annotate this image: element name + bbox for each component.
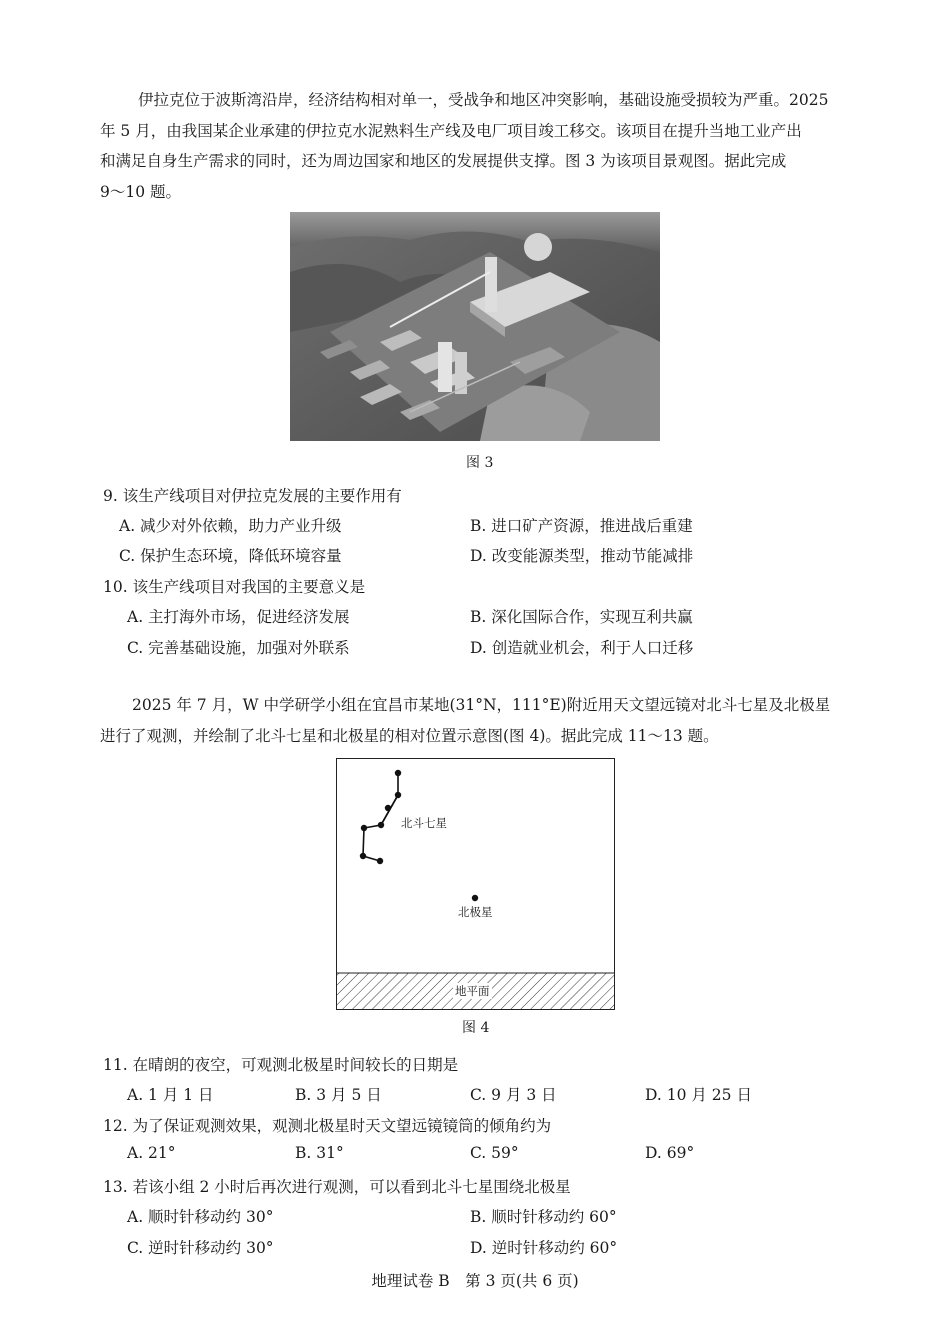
question-12-option-b[interactable]: B. 31° <box>295 1144 344 1162</box>
cement-plant-illustration <box>290 212 660 441</box>
polaris-star <box>472 895 478 901</box>
question-12-option-c[interactable]: C. 59° <box>470 1144 519 1162</box>
question-13-option-b[interactable]: B. 顺时针移动约 60° <box>470 1208 617 1226</box>
big-dipper-star <box>377 858 383 864</box>
question-11-option-a[interactable]: A. 1 月 1 日 <box>127 1086 214 1104</box>
question-11-option-c[interactable]: C. 9 月 3 日 <box>470 1086 557 1104</box>
question-10-option-a[interactable]: A. 主打海外市场，促进经济发展 <box>127 608 350 626</box>
big-dipper-star <box>361 825 367 831</box>
passage-line: 2025 年 7 月，W 中学研学小组在宜昌市某地(31°N，111°E)附近用天文望远镜对北斗七星及北极星 <box>132 696 831 714</box>
question-10-option-c[interactable]: C. 完善基础设施，加强对外联系 <box>127 639 350 657</box>
big-dipper-label: 北斗七星 <box>401 816 447 830</box>
big-dipper-star <box>385 805 391 811</box>
big-dipper-star <box>395 792 401 798</box>
figure3-caption: 图 3 <box>466 455 494 471</box>
question-9-option-c[interactable]: C. 保护生态环境，降低环境容量 <box>119 547 342 565</box>
question-9-option-a[interactable]: A. 减少对外依赖，助力产业升级 <box>119 517 342 535</box>
star-diagram <box>336 758 616 1010</box>
question-11-option-b[interactable]: B. 3 月 5 日 <box>295 1086 382 1104</box>
question-13-stem: 13. 若该小组 2 小时后再次进行观测，可以看到北斗七星围绕北极星 <box>103 1178 571 1196</box>
big-dipper-star <box>360 853 366 859</box>
passage-line: 年 5 月，由我国某企业承建的伊拉克水泥熟料生产线及电厂项目竣工移交。该项目在提升当地工业产出 <box>100 121 802 140</box>
big-dipper-star <box>395 770 401 776</box>
question-12-option-d[interactable]: D. 69° <box>645 1144 695 1162</box>
question-13-option-c[interactable]: C. 逆时针移动约 30° <box>127 1239 274 1257</box>
question-10-stem: 10. 该生产线项目对我国的主要意义是 <box>103 578 366 596</box>
question-9-option-b[interactable]: B. 进口矿产资源，推进战后重建 <box>470 517 693 535</box>
page-footer: 地理试卷 B 第 3 页(共 6 页) <box>371 1272 579 1290</box>
question-10-option-b[interactable]: B. 深化国际合作，实现互利共赢 <box>470 608 693 626</box>
passage-line: 进行了观测，并绘制了北斗七星和北极星的相对位置示意图(图 4)。据此完成 11～13 题。 <box>100 726 719 745</box>
figure4-diagram <box>336 758 616 1010</box>
figure4-caption: 图 4 <box>462 1020 490 1036</box>
cement-plant-photo <box>290 212 660 441</box>
horizon-label: 地平面 <box>455 984 490 998</box>
passage-line: 9～10 题。 <box>100 182 182 201</box>
question-10-option-d[interactable]: D. 创造就业机会，利于人口迁移 <box>470 639 694 657</box>
polaris-label: 北极星 <box>458 905 493 919</box>
question-13-option-d[interactable]: D. 逆时针移动约 60° <box>470 1239 618 1257</box>
question-9-stem: 9. 该生产线项目对伊拉克发展的主要作用有 <box>103 487 402 505</box>
question-13-option-a[interactable]: A. 顺时针移动约 30° <box>127 1208 274 1226</box>
question-11-stem: 11. 在晴朗的夜空，可观测北极星时间较长的日期是 <box>103 1056 459 1074</box>
big-dipper-star <box>378 822 384 828</box>
question-9-option-d[interactable]: D. 改变能源类型，推动节能减排 <box>470 547 694 565</box>
passage-line: 和满足自身生产需求的同时，还为周边国家和地区的发展提供支撑。图 3 为该项目景观图。据此完成 <box>100 152 787 170</box>
passage-line: 伊拉克位于波斯湾沿岸，经济结构相对单一，受战争和地区冲突影响，基础设施受损较为严重。2025 <box>138 91 829 109</box>
passage-iraq <box>100 85 852 207</box>
question-12-option-a[interactable]: A. 21° <box>127 1144 176 1162</box>
question-12-stem: 12. 为了保证观测效果，观测北极星时天文望远镜镜筒的倾角约为 <box>103 1117 552 1135</box>
passage-observation <box>100 690 852 751</box>
question-11-option-d[interactable]: D. 10 月 25 日 <box>645 1086 752 1104</box>
